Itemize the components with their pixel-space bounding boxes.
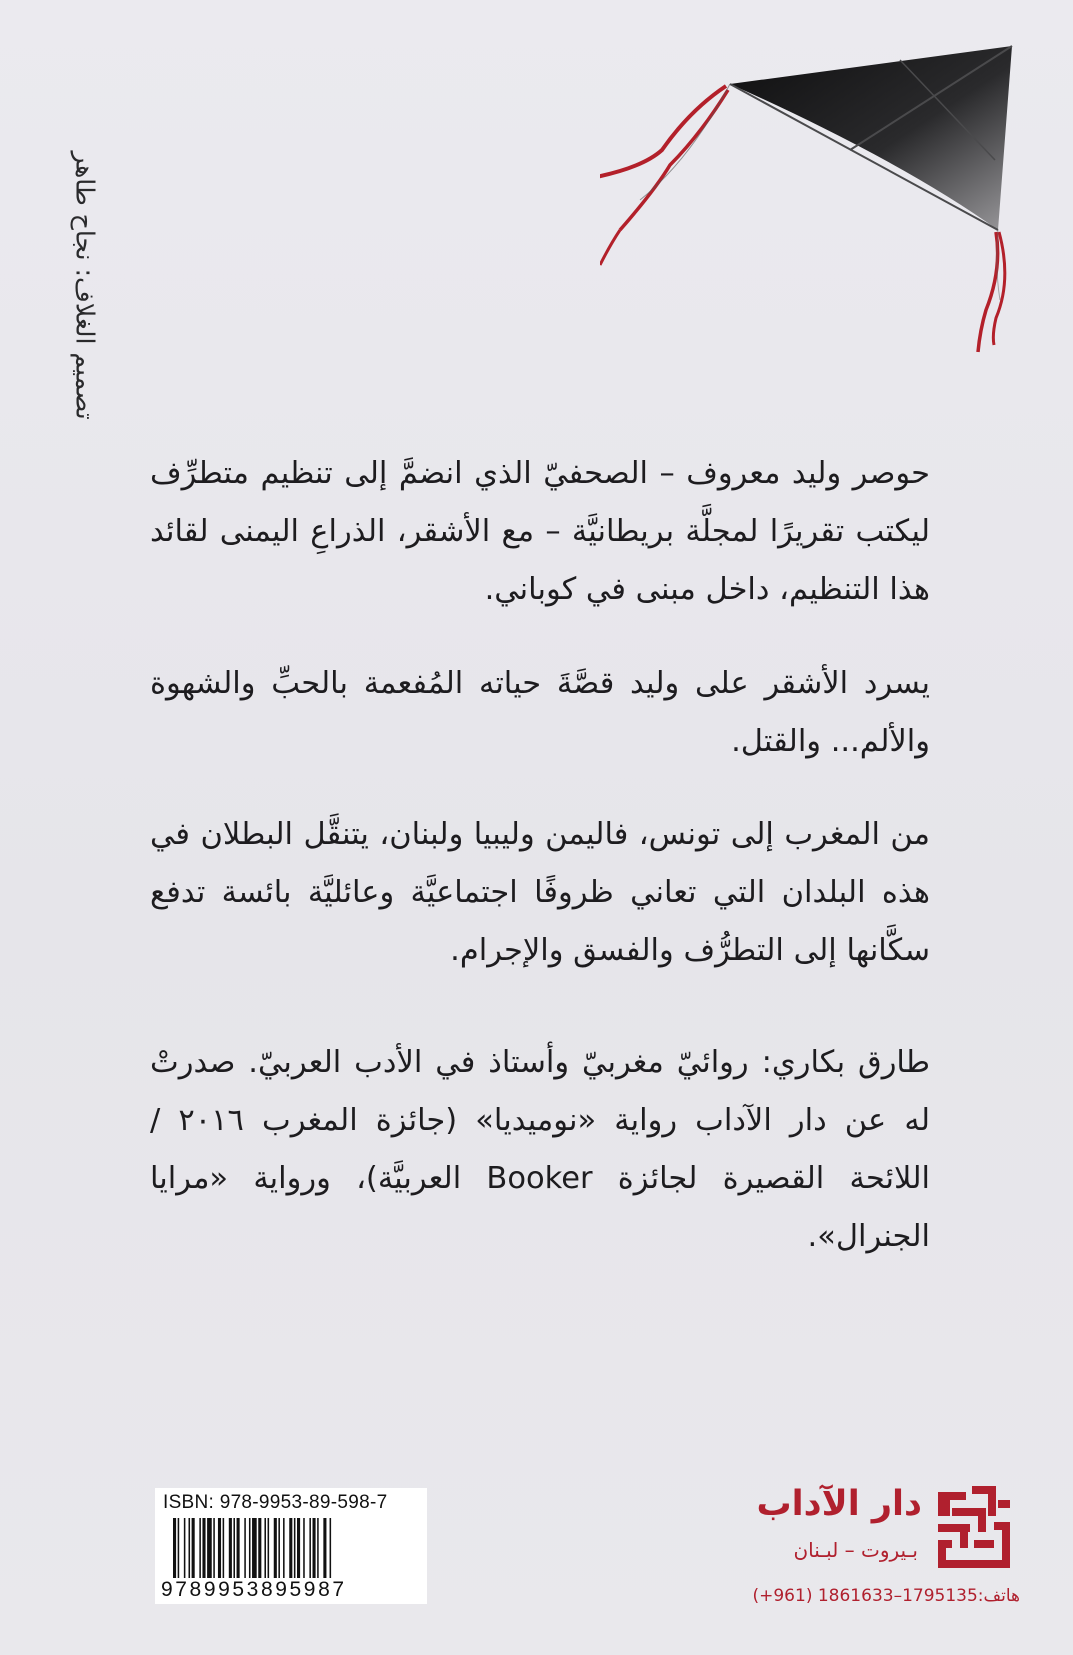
kite-icon [600, 40, 1060, 380]
barcode-bar [289, 1518, 292, 1578]
barcode-bar [189, 1518, 191, 1578]
barcode-bar [252, 1518, 257, 1578]
barcode-bar [192, 1518, 195, 1578]
barcode-bar [173, 1518, 176, 1578]
barcode-bar [283, 1518, 285, 1578]
cover-design-credit [65, 120, 105, 450]
publisher-phone: هاتف:1795135–1861633 (961+) [752, 1586, 1020, 1606]
blurb-paragraph-1: حوصر وليد معروف – الصحفيّ الذي انضمَّ إلى تنظيم متطرِّف ليكتب تقريرًا لمجلَّة بريطانيَّة – مع الأشقر، الذراعِ اليمنى لقائد هذا التنظيم، داخل مبنى في كوباني. [150, 456, 930, 607]
barcode-bar [317, 1518, 319, 1578]
barcode-bar [264, 1518, 266, 1578]
barcode-bar [213, 1518, 215, 1578]
barcode-bar [297, 1518, 300, 1578]
barcode-bar [309, 1518, 311, 1578]
isbn-digits: 9789953895987 [161, 1578, 347, 1601]
isbn-label: ISBN: 978-9953-89-598-7 [163, 1492, 388, 1513]
barcode-bar [202, 1518, 205, 1578]
barcode-bar [244, 1518, 246, 1578]
publisher-name: دار الآداب [756, 1484, 922, 1524]
barcode-bar [330, 1518, 332, 1578]
author-bio-paragraph: طارق بكاري: روائيّ مغربيّ وأستاذ في الأدب العربيّ. صدرتْ له عن دار الآداب رواية «نوميديا» (جائزة المغرب ٢٠١٦ / اللائحة القصيرة لجائزة Booker العربيَّة)، ورواية «مرايا الجنرال». [150, 1045, 931, 1254]
barcode-icon [173, 1518, 413, 1578]
barcode-bar [199, 1518, 201, 1578]
cover-design-credit-text: تصميم الغلاف: نجاح طاهر [70, 150, 100, 420]
barcode-bar [229, 1518, 232, 1578]
blurb-paragraph-3: من المغرب إلى تونس، فاليمن وليبيا ولبنان، يتنقَّل البطلان في هذه البلدان التي تعاني ظروفًا اجتماعيَّة وعائليَّة بائسة تدفع سكَّانها إلى التطرُّف والفسق والإجرام. [150, 817, 930, 968]
barcode-bar [274, 1518, 277, 1578]
publisher-city: بـيروت – لبـنان [793, 1538, 918, 1562]
barcode-bar [178, 1518, 180, 1578]
dar-al-adab-logo-icon [938, 1486, 1010, 1568]
barcode-bar [218, 1518, 221, 1578]
barcode-bar [233, 1518, 235, 1578]
barcode-bar [294, 1518, 296, 1578]
blurb-paragraph-2: يسرد الأشقر على وليد قصَّةَ حياته المُفعمة بالحبِّ والشهوة والألم... والقتل. [150, 666, 930, 759]
barcode-bar [207, 1518, 212, 1578]
publisher-block [740, 1478, 1040, 1628]
barcode-bar [303, 1518, 305, 1578]
barcode-bar [323, 1518, 326, 1578]
barcode-bar [313, 1518, 316, 1578]
barcode-bar [237, 1518, 240, 1578]
barcode-bar [258, 1518, 261, 1578]
barcode-bar [223, 1518, 225, 1578]
barcode-bar [278, 1518, 280, 1578]
isbn-barcode-block [155, 1488, 427, 1604]
barcode-bar [249, 1518, 251, 1578]
barcode-bar [184, 1518, 186, 1578]
barcode-bar [268, 1518, 270, 1578]
